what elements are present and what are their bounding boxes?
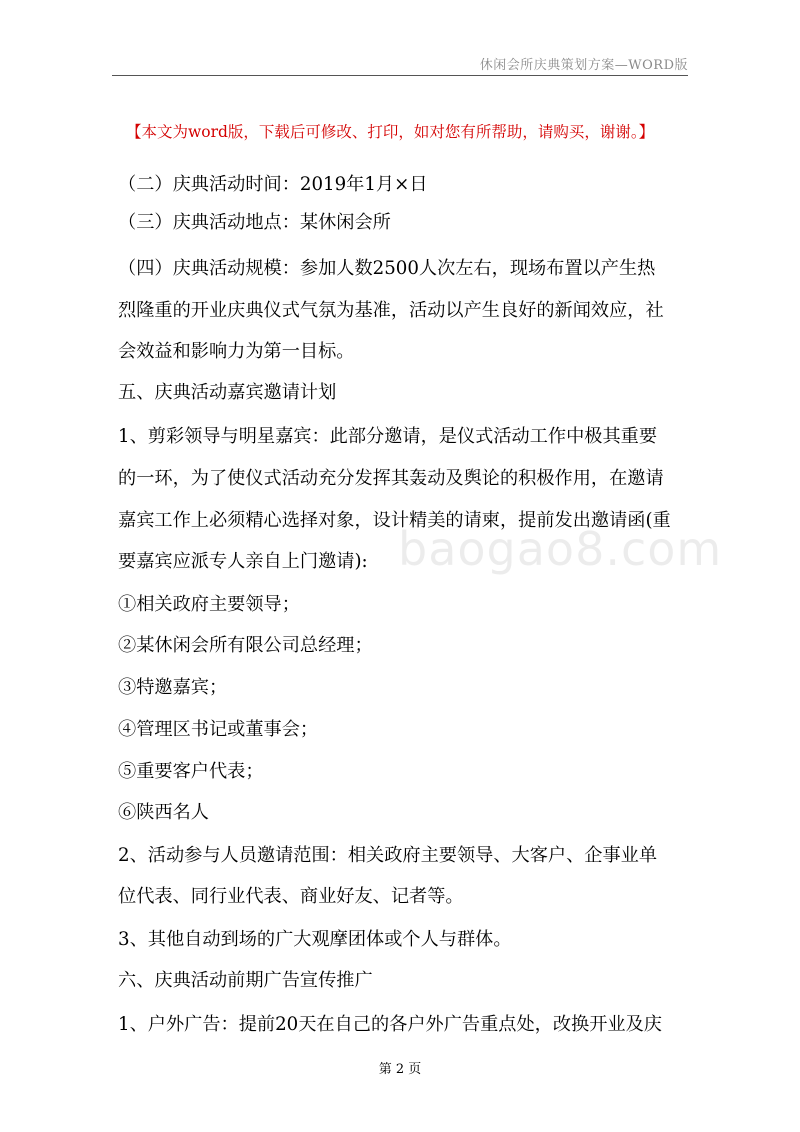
body-line: 嘉宾工作上必须精心选择对象，设计精美的请柬，提前发出邀请函(重 (118, 510, 671, 531)
list-item: ③特邀嘉宾； (118, 677, 228, 698)
list-item: ④管理区书记或董事会； (118, 719, 319, 740)
list-item: ⑤重要客户代表； (118, 761, 264, 782)
header-divider (112, 75, 688, 76)
section-heading: 五、庆典活动嘉宾邀请计划 (118, 382, 337, 403)
body-line: 要嘉宾应派专人亲自上门邀请): (118, 551, 368, 572)
body-line: 位代表、同行业代表、商业好友、记者等。 (118, 886, 464, 907)
page-number: 第 2 页 (378, 1062, 422, 1077)
body-line: 会效益和影响力为第一目标。 (118, 341, 355, 362)
list-item: ⑥陕西名人 (118, 802, 209, 823)
body-line: 1、户外广告：提前20天在自己的各户外广告重点处，改换开业及庆 (118, 1014, 662, 1035)
body-line: 1、剪彩领导与明星嘉宾：此部分邀请，是仪式活动工作中极其重要 (118, 426, 658, 447)
list-item: ①相关政府主要领导； (118, 594, 300, 615)
body-line: 2、活动参与人员邀请范围：相关政府主要领导、大客户、企事业单 (118, 845, 658, 866)
body-line: （四）庆典活动规模：参加人数2500人次左右，现场布置以产生热 (118, 258, 656, 279)
purchase-notice: 【本文为word版，下载后可修改、打印，如对您有所帮助，请购买，谢谢。】 (126, 123, 655, 141)
body-line: 烈隆重的开业庆典仪式气氛为基准，活动以产生良好的新闻效应，社 (118, 300, 664, 321)
body-line: 3、其他自动到场的广大观摩团体或个人与群体。 (118, 929, 512, 950)
section-heading: 六、庆典活动前期广告宣传推广 (118, 970, 373, 991)
body-line: 的一环，为了使仪式活动充分发挥其轰动及舆论的积极作用，在邀请 (118, 468, 664, 489)
list-item: ②某休闲会所有限公司总经理； (118, 635, 373, 656)
body-line: （三）庆典活动地点：某休闲会所 (118, 212, 391, 233)
body-line: （二）庆典活动时间：2019年1月×日 (118, 174, 428, 195)
watermark: baogao8.com (398, 522, 723, 576)
running-header: 休闲会所庆典策划方案—WORD版 (479, 58, 688, 73)
